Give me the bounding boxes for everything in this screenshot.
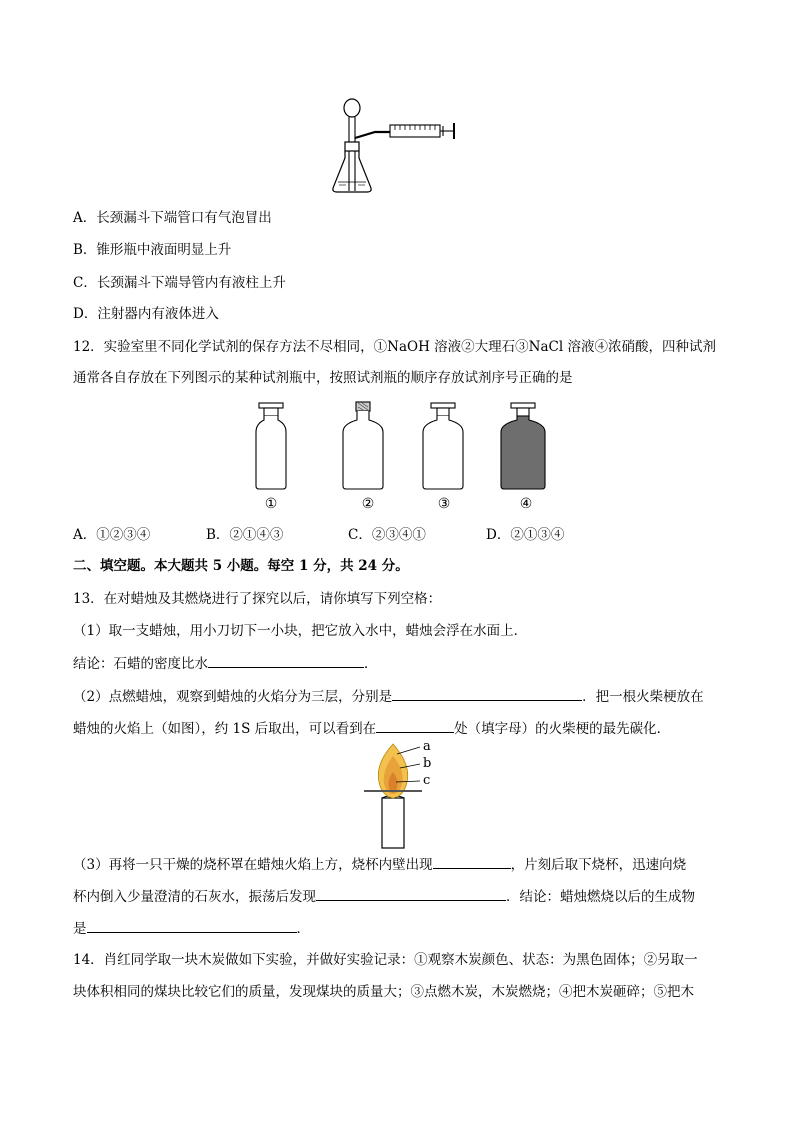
bottle-1-wide-mouth-clear: [256, 403, 286, 489]
q13-part3-line3: [73, 917, 310, 939]
q13-part1-conclusion: [73, 652, 378, 674]
bottle-label-1: ①: [264, 496, 278, 512]
q13-part2-line2: [73, 717, 670, 739]
q11-option-a: A．长颈漏斗下端管口有气泡冒出: [73, 210, 272, 226]
q13-part2-text-a: （2）点燃蜡烛，观察到蜡烛的火焰分为三层，分别是: [73, 689, 393, 705]
q14-line2: 块体积相同的煤块比较它们的质量，发现煤块的质量大；③点燃木炭，木炭燃烧；④把木炭砸碎；⑤把木: [73, 984, 694, 1000]
q13-part3-text-b: ，片刻后取下烧杯，迅速向烧: [510, 857, 687, 873]
answer-blank-beaker-wall[interactable]: [433, 853, 511, 869]
q12-option-d: D．②①③④: [486, 527, 565, 543]
q12-option-b: B．②①④③: [206, 527, 284, 543]
q13-part3-text-d: ．结论：蜡烛燃烧以后的生成物: [506, 889, 695, 905]
funnel-bulb: [344, 99, 360, 117]
flame-label-a: a: [423, 739, 431, 754]
q13-part3-text-a: （3）再将一只干燥的烧杯罩在蜡烛火焰上方，烧杯内壁出现: [73, 857, 433, 873]
bottle-4-brown-narrow-mouth: [501, 403, 545, 489]
delivery-tube: [355, 132, 390, 138]
candle-flame-diagram: [362, 738, 442, 850]
stopper: [345, 142, 359, 151]
answer-blank-limewater[interactable]: [316, 885, 506, 901]
q13-part3-text-f: ．: [296, 921, 310, 937]
flame-label-b: b: [423, 756, 432, 771]
answer-blank-density[interactable]: [208, 652, 364, 668]
q13-part3-line1: [73, 853, 686, 875]
q11-option-d: D．注射器内有液体进入: [73, 306, 219, 322]
reagent-bottles-diagram: [250, 400, 550, 492]
section-2-heading: 二、填空题。本大题共 5 小题。每空 1 分，共 24 分。: [73, 558, 409, 574]
q13-part1-conclusion-text: 结论：石蜡的密度比水: [73, 656, 208, 672]
q12-option-c: C．②③④①: [348, 527, 426, 543]
funnel-tube: [349, 117, 355, 191]
answer-blank-flame-letter[interactable]: [376, 717, 454, 733]
q13-part3-text-e: 是: [73, 921, 87, 937]
answer-blank-products[interactable]: [87, 917, 297, 933]
bottle-2-narrow-mouth-rubber-stopper: [343, 402, 383, 489]
q13-part1: （1）取一支蜡烛，用小刀切下一小块，把它放入水中，蜡烛会浮在水面上．: [73, 623, 528, 639]
q13-part1-conclusion-end: ．: [364, 656, 378, 672]
bottle-label-2: ②: [361, 496, 375, 512]
answer-blank-flame-layers[interactable]: [392, 685, 582, 701]
q13-stem: 13．在对蜡烛及其燃烧进行了探究以后，请你填写下列空格：: [73, 591, 442, 607]
q13-part2-text-b: ．把一根火柴梗放在: [582, 689, 704, 705]
q13-part2-text-d: 处（填字母）的火柴梗的最先碳化．: [454, 721, 671, 737]
q12-stem-line2: 通常各自存放在下列图示的某种试剂瓶中，按照试剂瓶的顺序存放试剂序号正确的是: [73, 370, 573, 386]
q13-part2-text-c: 蜡烛的火焰上（如图），约 1S 后取出，可以看到在: [73, 721, 377, 737]
apparatus-diagram: [330, 96, 465, 196]
q13-part3-line2: [73, 885, 695, 907]
candle-body: [382, 798, 404, 848]
flame-label-c: c: [423, 773, 431, 788]
bottle-label-3: ③: [437, 496, 451, 512]
q12-stem-line1: 12．实验室里不同化学试剂的保存方法不尽相同，①NaOH 溶液②大理石③NaCl 溶液④浓硝酸，四种试剂: [73, 339, 716, 355]
q12-option-a: A．①②③④: [73, 527, 151, 543]
q11-option-b: B．锥形瓶中液面明显上升: [73, 242, 232, 258]
bottle-label-4: ④: [519, 496, 533, 512]
q13-part2-line1: [73, 685, 704, 707]
q11-option-c: C．长颈漏斗下端导管内有液柱上升: [73, 275, 286, 291]
conical-flask: [333, 151, 371, 192]
q14-line1: 14．肖红同学取一块木炭做如下实验，并做好实验记录：①观察木炭颜色、状态：为黑色固体；②另取一: [73, 952, 698, 968]
bottle-3-narrow-mouth-glass-stopper: [423, 403, 463, 489]
q13-part3-text-c: 杯内倒入少量澄清的石灰水，振荡后发现: [73, 889, 316, 905]
